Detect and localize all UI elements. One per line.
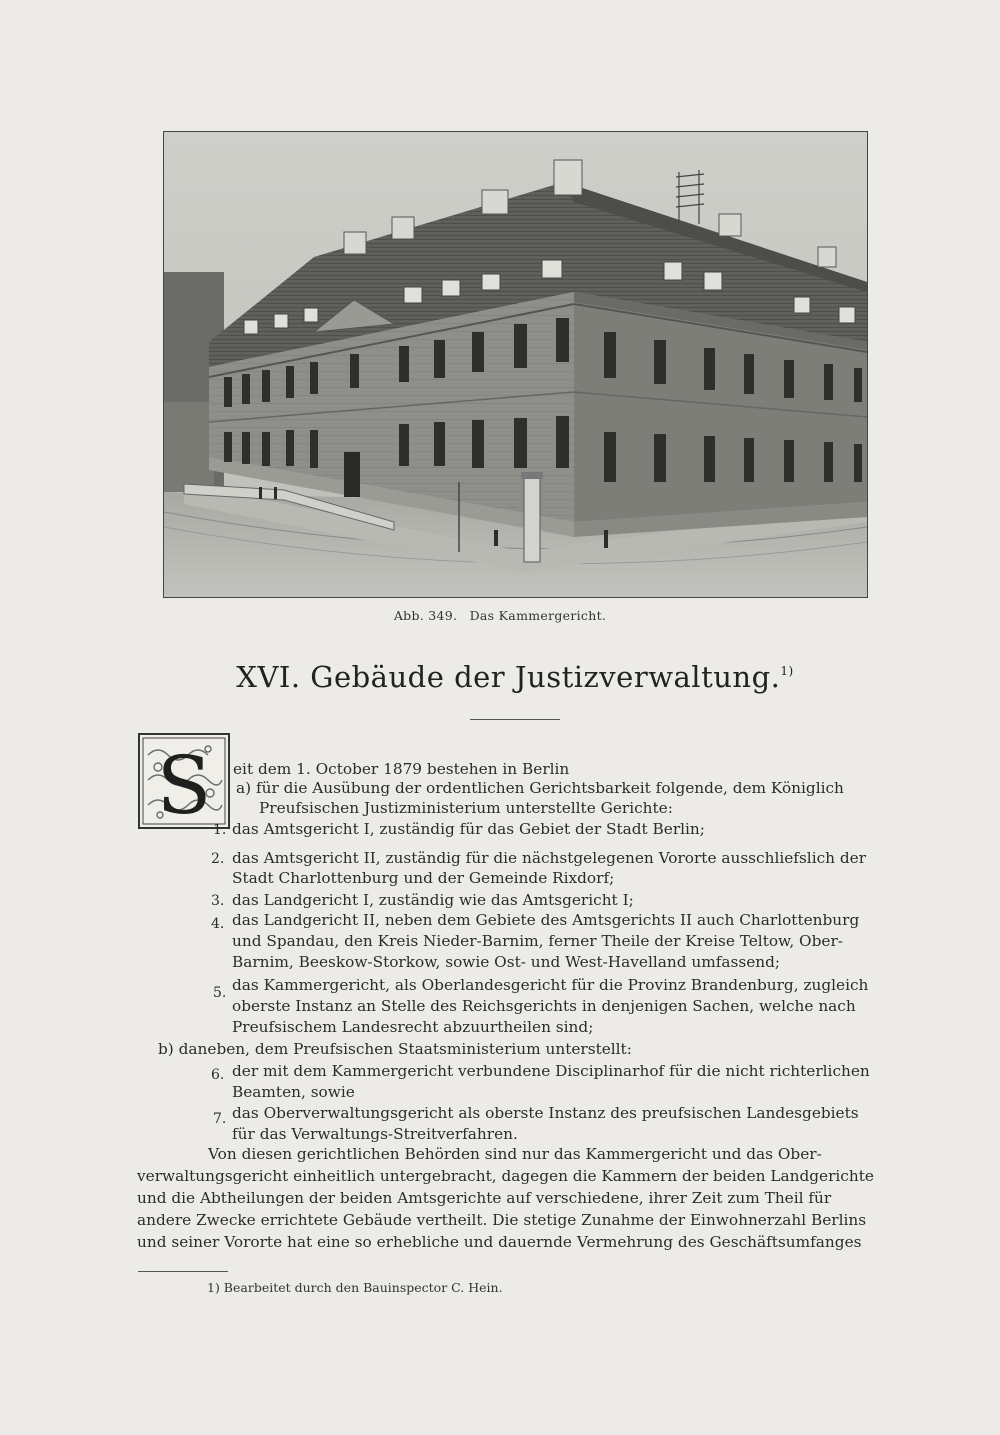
text-line: andere Zwecke errichtete Gebäude vertheilt. Die stetige Zunahme der Einwohnerzahl Berlins [137,1211,867,1229]
text-line: das Landgericht I, zuständig wie das Amtsgericht I; [232,891,634,909]
text-line: das Amtsgericht II, zuständig für die nächstgelegenen Vororte ausschliefslich der [232,849,867,867]
text-line: Stadt Charlottenburg und der Gemeinde Rixdorf; [232,869,615,887]
list-number: 5. [213,985,227,1001]
dropcap-letter: S [156,739,212,827]
list-number: 7. [213,1111,227,1127]
dropcap-ornament [138,733,230,829]
photo-kammergericht [163,131,868,598]
building-illustration [164,132,867,597]
text-line: Beamten, sowie [232,1083,355,1101]
list-number: 1. [213,822,227,838]
footnote-divider [138,1271,228,1272]
chapter-heading-text: XVI. Gebäude der Justizverwaltung. [236,660,781,694]
text-line: und Spandau, den Kreis Nieder-Barnim, ferner Theile der Kreise Teltow, Ober- [232,932,843,950]
list-number: 6. [211,1067,225,1083]
text-line: oberste Instanz an Stelle des Reichsgerichts in denjenigen Sachen, welche nach [232,997,856,1015]
text-line: a) für die Ausübung der ordentlichen Gerichtsbarkeit folgende, dem Königlich [236,779,844,797]
text-line: und die Abtheilungen der beiden Amtsgerichte auf verschiedene, ihrer Zeit zum Theil für [137,1189,832,1207]
text-line: verwaltungsgericht einheitlich untergebracht, dagegen die Kammern der beiden Landgerichte [137,1167,874,1185]
text-line: das Landgericht II, neben dem Gebiete des Amtsgerichts II auch Charlottenburg [232,911,860,929]
text-line: Preufsischen Justizministerium unterstellte Gerichte: [259,799,673,817]
text-line: der mit dem Kammergericht verbundene Disciplinarhof für die nicht richterlichen [232,1062,870,1080]
text-line: eit dem 1. October 1879 bestehen in Berlin [233,760,570,778]
heading-footnote-marker: 1) [780,664,794,678]
text-line: b) daneben, dem Preufsischen Staatsministerium unterstellt: [158,1040,632,1058]
list-number: 2. [211,851,225,867]
text-line: und seiner Vororte hat eine so erhebliche und dauernde Vermehrung des Geschäftsumfanges [137,1233,862,1251]
list-number: 4. [211,916,225,932]
figure-number: Abb. 349. [393,608,458,623]
text-line: Preufsischem Landesrecht abzuurtheilen sind; [232,1018,594,1036]
text-line: Von diesen gerichtlichen Behörden sind nur das Kammergericht und das Ober- [208,1145,822,1163]
figure-caption [0,608,1000,623]
text-line: das Amtsgericht I, zuständig für das Gebiet der Stadt Berlin; [232,820,705,838]
text-line: Barnim, Beeskow-Storkow, sowie Ost- und West-Havelland umfassend; [232,953,781,971]
text-line: das Oberverwaltungsgericht als oberste Instanz des preufsischen Landesgebiets [232,1104,859,1122]
figure-title: Das Kammergericht. [469,608,607,623]
text-line: das Kammergericht, als Oberlandesgericht für die Provinz Brandenburg, zugleich [232,976,869,994]
list-number: 3. [211,893,225,909]
heading-divider [470,719,560,720]
footnote: 1) Bearbeitet durch den Bauinspector C. Hein. [207,1280,503,1295]
chapter-heading [0,660,1000,694]
text-line: für das Verwaltungs-Streitverfahren. [232,1125,518,1143]
